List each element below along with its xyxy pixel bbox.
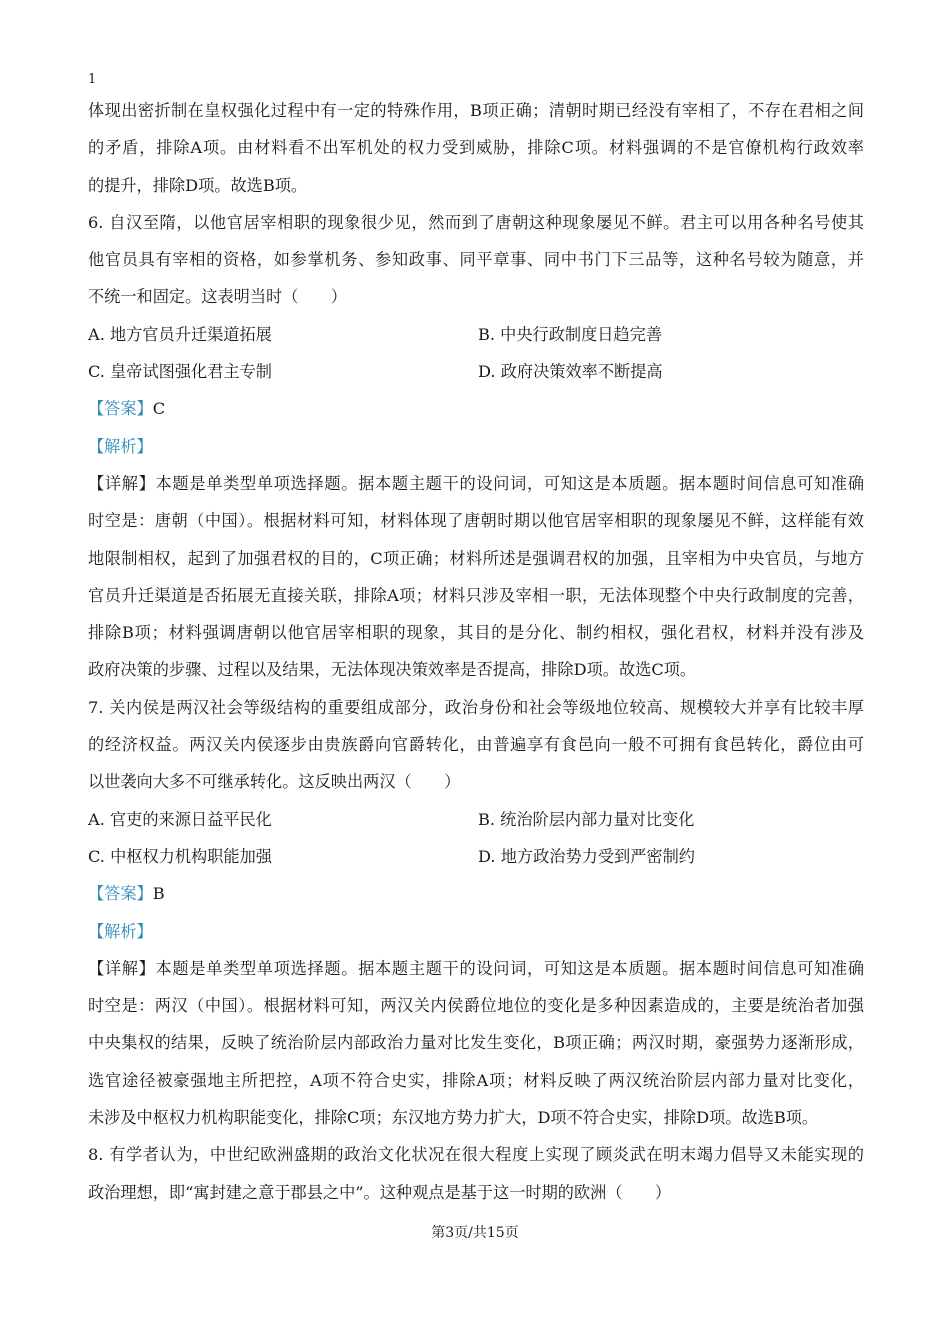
- option-a: A. 官吏的来源日益平民化: [88, 809, 272, 829]
- option-d: D. 政府决策效率不断提高: [478, 362, 663, 382]
- question-7: [88, 689, 864, 1137]
- options-row: [88, 353, 864, 390]
- answer-tag: 【答案】: [88, 884, 153, 904]
- option-b: B. 统治阶层内部力量对比变化: [478, 809, 695, 829]
- detail-line: 选官途径被豪强地主所把控，A项不符合史实，排除A项；材料反映了两汉统治阶层内部力量对比变化，: [88, 1070, 864, 1090]
- detail-line: 政府决策的步骤、过程以及结果，无法体现决策效率是否提高，排除D项。故选C项。: [88, 660, 697, 680]
- detail-tag: 【详解】: [88, 958, 156, 978]
- question-stem-line: 政治理想，即“寓封建之意于郡县之中”。这种观点是基于这一时期的欧洲（ ）: [88, 1182, 672, 1202]
- detail-line: 时空是：唐朝（中国）。根据材料可知，材料体现了唐朝时期以他官居宰相职的现象屡见不鲜，这样能有效: [88, 511, 864, 531]
- question-8: [88, 1136, 864, 1211]
- intro-line: 的矛盾，排除A项。由材料看不出军机处的权力受到威胁，排除C项。材料强调的不是官僚机构行政效率: [88, 138, 864, 158]
- question-stem-line: 他官员具有宰相的资格，如参掌机务、参知政事、同平章事、同中书门下三品等，这种名号较为随意，并: [88, 250, 864, 270]
- question-stem-line: 8. 有学者认为，中世纪欧洲盛期的政治文化状况在很大程度上实现了顾炎武在明末竭力倡导又未能实现的: [88, 1145, 864, 1165]
- detail-line: 官员升迁渠道是否拓展无直接关联，排除A项；材料只涉及宰相一职，无法体现整个中央行政制度的完善，: [88, 585, 864, 605]
- detail-line: 时空是：两汉（中国）。根据材料可知，两汉关内侯爵位地位的变化是多种因素造成的，主要是统治者加强: [88, 996, 864, 1016]
- question-stem-line: 不统一和固定。这表明当时（ ）: [88, 287, 347, 307]
- answer-line: [88, 875, 864, 912]
- detail-line: 未涉及中枢权力机构职能变化，排除C项；东汉地方势力扩大，D项不符合史实，排除D项。故选B项。: [88, 1108, 819, 1128]
- answer-value: C: [152, 399, 166, 419]
- detail-text: 本题是单类型单项选择题。据本题主题干的设问词，可知这是本质题。据本题时间信息可知准确: [155, 473, 864, 493]
- analysis-line: [88, 913, 864, 950]
- question-stem-line: 7. 关内侯是两汉社会等级结构的重要组成部分，政治身份和社会等级地位较高、规模较大并享有比较丰厚: [88, 697, 864, 717]
- options-row: [88, 801, 864, 838]
- option-a: A. 地方官员升迁渠道拓展: [88, 324, 272, 344]
- analysis-line: [88, 428, 864, 465]
- options-row: [88, 316, 864, 353]
- answer-line: [88, 390, 864, 427]
- page-content: [88, 92, 864, 1211]
- question-stem-line: 的经济权益。两汉关内侯逐步由贵族爵向官爵转化，由普遍享有食邑向一般不可拥有食邑转化，爵位由可: [88, 735, 864, 755]
- detail-text: 本题是单类型单项选择题。据本题主题干的设问词，可知这是本质题。据本题时间信息可知准确: [155, 958, 864, 978]
- option-c: C. 皇帝试图强化君主专制: [88, 362, 272, 382]
- options-row: [88, 838, 864, 875]
- detail-line: 地限制相权，起到了加强君权的目的，C项正确；材料所述是强调君权的加强，且宰相为中央官员，与地方: [88, 548, 864, 568]
- analysis-tag: 【解析】: [88, 436, 153, 456]
- analysis-tag: 【解析】: [88, 921, 153, 941]
- option-d: D. 地方政治势力受到严密制约: [478, 846, 695, 866]
- detail-line: [88, 950, 864, 987]
- detail-line: 中央集权的结果，反映了统治阶层内部政治力量对比发生变化，B项正确；两汉时期，豪强势力逐渐形成，: [88, 1033, 864, 1053]
- detail-tag: 【详解】: [88, 473, 156, 493]
- question-stem-line: 6. 自汉至隋，以他官居宰相职的现象很少见，然而到了唐朝这种现象屡见不鲜。君主可以用各种名号使其: [88, 212, 864, 232]
- detail-line: [88, 465, 864, 502]
- answer-tag: 【答案】: [88, 399, 153, 419]
- page-number-top: 1: [88, 72, 97, 87]
- intro-line: 的提升，排除D项。故选B项。: [88, 175, 308, 195]
- option-b: B. 中央行政制度日趋完善: [478, 324, 663, 344]
- question-6: [88, 204, 864, 689]
- page-footer: 第3页/共15页: [431, 1225, 519, 1241]
- intro-line: 体现出密折制在皇权强化过程中有一定的特殊作用，B项正确；清朝时期已经没有宰相了，不存在君相之间: [88, 101, 864, 120]
- question-stem-line: 以世袭向大多不可继承转化。这反映出两汉（ ）: [88, 772, 461, 792]
- detail-line: 排除B项；材料强调唐朝以他官居宰相职的现象，其目的是分化、制约相权，强化君权，材料并没有涉及: [88, 623, 864, 643]
- option-c: C. 中枢权力机构职能加强: [88, 846, 272, 866]
- answer-value: B: [152, 884, 165, 904]
